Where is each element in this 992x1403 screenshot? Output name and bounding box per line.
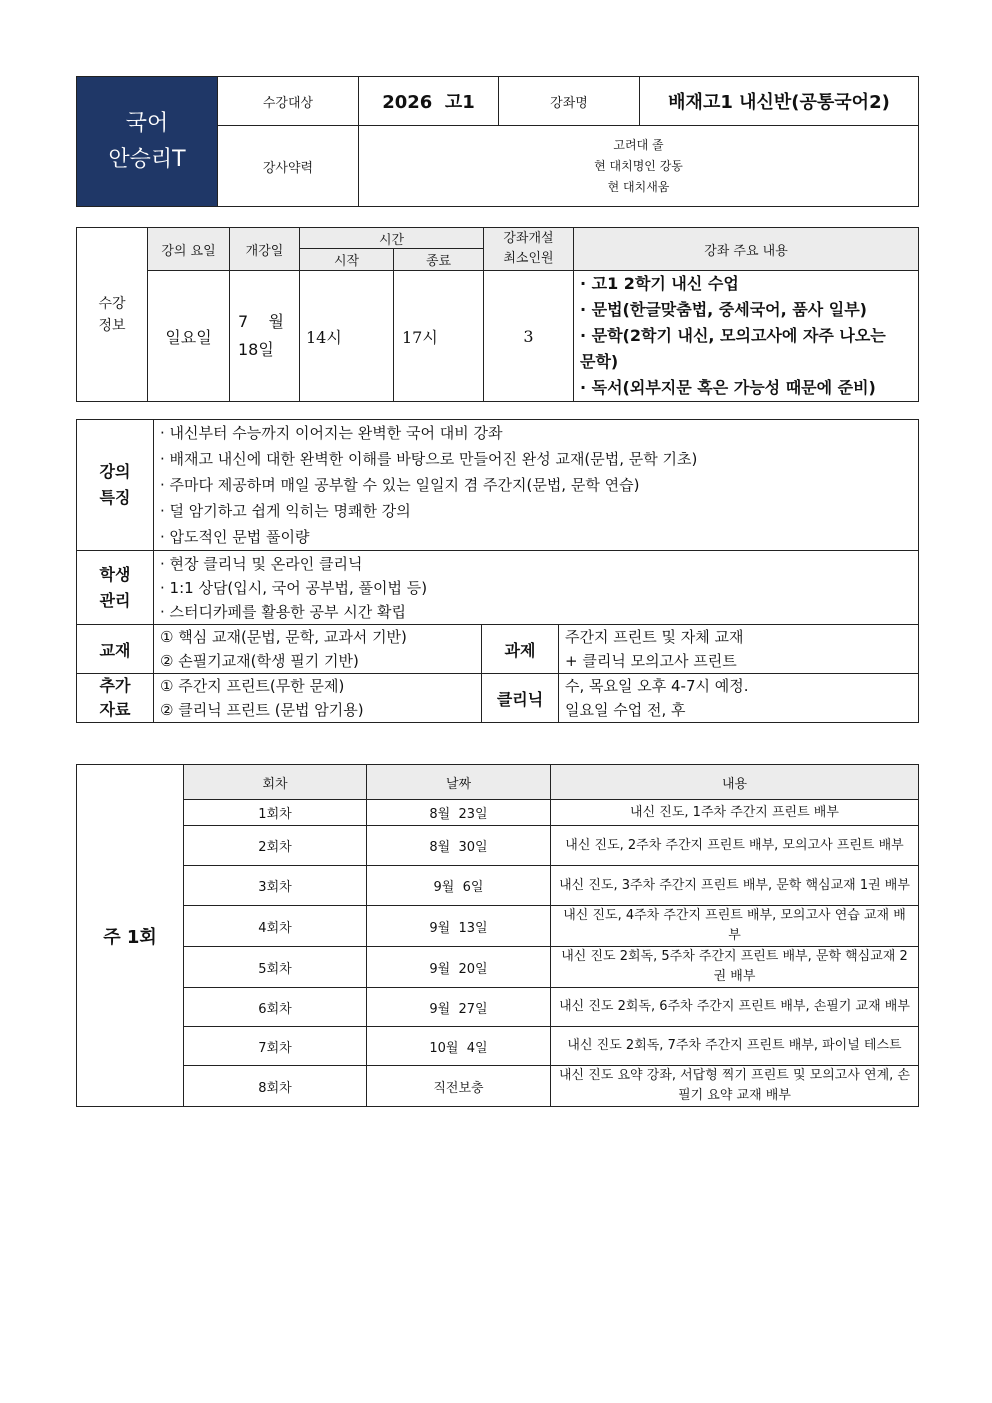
management-list <box>154 551 919 625</box>
career-lines <box>359 126 919 207</box>
session-content: 내신 진도, 4주차 주간지 프린트 배부, 모의고사 연습 교재 배부 <box>551 906 919 947</box>
extra-list <box>154 674 482 723</box>
features-label <box>77 420 154 551</box>
content-line: · 문학(2학기 내신, 모의고사에 자주 나오는 <box>580 326 886 345</box>
end-time: 17시 <box>394 271 484 402</box>
table-row <box>77 1066 919 1107</box>
min-students: 3 <box>484 271 574 402</box>
col-time: 시간 <box>300 228 484 249</box>
col-session-content: 내용 <box>551 765 919 800</box>
course-content <box>574 271 919 402</box>
open-date-line: 7 월 <box>238 312 284 331</box>
clinic-list <box>559 674 919 723</box>
sessions-table <box>76 764 919 1107</box>
homework-list <box>559 625 919 674</box>
career-line: 현 대치명인 강동 <box>594 158 683 173</box>
schedule-side-label: 수강 정보 <box>77 228 148 402</box>
session-date: 8월 30일 <box>367 826 551 866</box>
session-date: 9월 6일 <box>367 866 551 906</box>
session-date: 직전보충 <box>367 1066 551 1107</box>
extra-label-line: 자료 <box>99 700 131 719</box>
management-label <box>77 551 154 625</box>
table-row <box>77 906 919 947</box>
session-date: 10월 4일 <box>367 1027 551 1066</box>
management-item: · 현장 클리닉 및 온라인 클리닉 <box>154 552 918 576</box>
homework-item: + 클리닉 모의고사 프린트 <box>565 652 737 670</box>
session-round: 5회차 <box>184 947 367 988</box>
clinic-label: 클리닉 <box>482 674 559 723</box>
subject-teacher-cell <box>77 77 218 207</box>
session-round: 7회차 <box>184 1027 367 1066</box>
clinic-item: 일요일 수업 전, 후 <box>565 701 686 719</box>
content-line: · 독서(외부지문 혹은 가능성 때문에 준비) <box>580 378 876 397</box>
table-row <box>77 826 919 866</box>
management-label-line: 관리 <box>99 590 131 610</box>
session-date: 9월 27일 <box>367 988 551 1027</box>
table-row <box>77 866 919 906</box>
sessions-side-label: 주 1회 <box>77 765 184 1107</box>
header-table <box>76 76 919 207</box>
session-content: 내신 진도 2회독, 5주차 주간지 프린트 배부, 문학 핵심교재 2권 배부 <box>551 947 919 988</box>
extra-label <box>77 674 154 723</box>
career-line: 현 대치새움 <box>607 179 670 194</box>
session-round: 3회차 <box>184 866 367 906</box>
textbook-label: 교재 <box>77 625 154 674</box>
subject-label: 국어 <box>125 110 169 136</box>
schedule-table <box>76 227 919 402</box>
target-value: 2026 고1 <box>359 77 499 126</box>
col-date: 날짜 <box>367 765 551 800</box>
features-label-line: 특징 <box>99 488 131 507</box>
management-item: · 1:1 상담(입시, 국어 공부법, 풀이법 등) <box>154 576 918 600</box>
extra-item: ① 주간지 프린트(무한 문제) <box>160 677 345 695</box>
session-round: 6회차 <box>184 988 367 1027</box>
feature-item: · 압도적인 문법 풀이량 <box>154 524 918 550</box>
textbook-item: ① 핵심 교재(문법, 문학, 교과서 기반) <box>160 628 407 646</box>
course-label: 강좌명 <box>499 77 640 126</box>
target-label: 수강대상 <box>218 77 359 126</box>
table-row <box>77 947 919 988</box>
management-label-line: 학생 <box>99 564 131 584</box>
content-line: · 고1 2학기 내신 수업 <box>580 274 739 293</box>
session-content: 내신 진도, 3주차 주간지 프린트 배부, 문학 핵심교재 1권 배부 <box>551 866 919 906</box>
session-content: 내신 진도, 1주차 주간지 프린트 배부 <box>551 800 919 826</box>
management-item: · 스터디카페를 활용한 공부 시간 확립 <box>154 600 918 624</box>
feature-item: · 배재고 내신에 대한 완벽한 이해를 바탕으로 만들어진 완성 교재(문법, 문학 기초) <box>154 446 918 472</box>
content-line: · 문법(한글맞춤법, 중세국어, 품사 일부) <box>580 300 867 319</box>
lecture-day: 일요일 <box>148 271 230 402</box>
session-date: 8월 23일 <box>367 800 551 826</box>
career-label: 강사약력 <box>218 126 359 207</box>
features-list <box>154 420 919 551</box>
session-round: 4회차 <box>184 906 367 947</box>
col-day: 강의 요일 <box>148 228 230 271</box>
career-line: 고려대 졸 <box>613 137 664 152</box>
extra-item: ② 클리닉 프린트 (문법 암기용) <box>160 701 364 719</box>
col-start: 시작 <box>300 249 394 271</box>
session-date: 9월 20일 <box>367 947 551 988</box>
feature-item: · 주마다 제공하며 매일 공부할 수 있는 일일지 겸 주간지(문법, 문학 연습) <box>154 472 918 498</box>
table-row <box>77 800 919 826</box>
session-content: 내신 진도 요약 강좌, 서답형 찍기 프린트 및 모의고사 연계, 손필기 요약 교재 배부 <box>551 1066 919 1107</box>
homework-item: 주간지 프린트 및 자체 교재 <box>565 628 744 646</box>
course-value: 배재고1 내신반(공통국어2) <box>640 77 919 126</box>
session-round: 1회차 <box>184 800 367 826</box>
col-end: 종료 <box>394 249 484 271</box>
session-content: 내신 진도, 2주차 주간지 프린트 배부, 모의고사 프린트 배부 <box>551 826 919 866</box>
open-date <box>230 271 300 402</box>
content-line: 문학) <box>580 352 619 371</box>
feature-item: · 내신부터 수능까지 이어지는 완벽한 국어 대비 강좌 <box>154 420 918 446</box>
textbook-list <box>154 625 482 674</box>
homework-label: 과제 <box>482 625 559 674</box>
col-round: 회차 <box>184 765 367 800</box>
textbook-item: ② 손필기교재(학생 필기 기반) <box>160 652 359 670</box>
features-table <box>76 419 919 723</box>
col-min: 강좌개설 최소인원 <box>484 228 574 271</box>
col-content: 강좌 주요 내용 <box>574 228 919 271</box>
start-time: 14시 <box>300 271 394 402</box>
open-date-line: 18일 <box>238 340 274 359</box>
features-label-line: 강의 <box>99 462 131 481</box>
session-content: 내신 진도 2회독, 7주차 주간지 프린트 배부, 파이널 테스트 <box>551 1027 919 1066</box>
clinic-item: 수, 목요일 오후 4-7시 예정. <box>565 677 749 695</box>
table-row <box>77 988 919 1027</box>
teacher-label: 안승리T <box>108 146 186 172</box>
feature-item: · 덜 암기하고 쉽게 익히는 명쾌한 강의 <box>154 498 918 524</box>
session-date: 9월 13일 <box>367 906 551 947</box>
session-content: 내신 진도 2회독, 6주차 주간지 프린트 배부, 손필기 교재 배부 <box>551 988 919 1027</box>
session-round: 8회차 <box>184 1066 367 1107</box>
table-row <box>77 1027 919 1066</box>
session-round: 2회차 <box>184 826 367 866</box>
extra-label-line: 추가 <box>99 676 131 695</box>
col-open: 개강일 <box>230 228 300 271</box>
